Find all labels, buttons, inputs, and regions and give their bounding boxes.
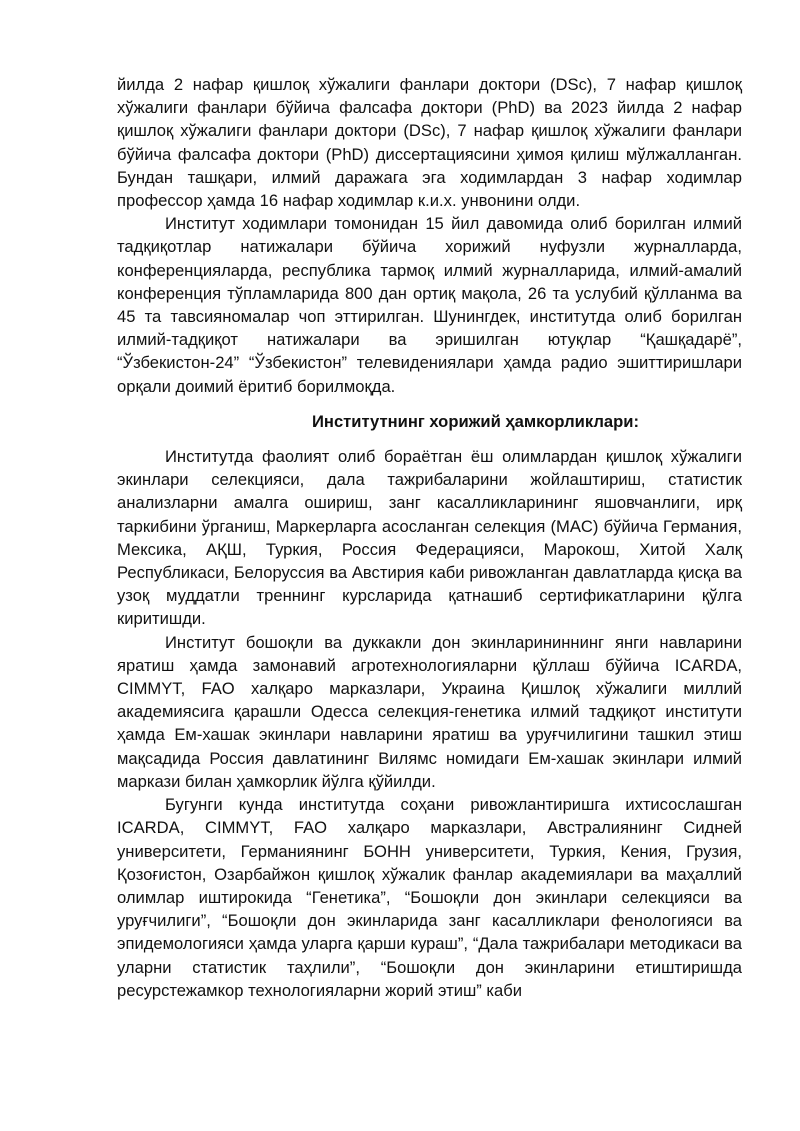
paragraph-cooperation: Институт бошоқли ва дуккакли дон экинларининнинг янги навларини яратиш ҳамда замонавий агротехнологияларни қўллаш бўйича ICARDA, CIMMYT, FAO халқаро марказлари, Украина Қишлоқ хўжалиги миллий академиясига қарашли Одесса селекция-генетика илмий тадқиқот институти ҳамда Ем-хашак экинлари навларини яратиш ва уруғчилигини ташкил этиш мақсадида Россия давлатининг Вилямс номидаги Ем-хашак экинлари илмий маркази билан ҳамкорлик йўлга қўйилди.: [117, 632, 742, 791]
paragraph-publications: Институт ходимлари томонидан 15 йил давомида олиб борилган илмий тадқиқотлар натижалари бўйича хорижий нуфузли журналларда, конференцияларда, республика тармоқ илмий журналларида, илмий-амалий конференция тўпламларида 800 дан ортиқ мақола, 26 та услубий қўлланма ва 45 та тавсияномалар чоп эттирилган. Шунингдек, институтда олиб борилган илмий-тадқиқот натижалари ва эришилган ютуқлар “Қашқадарё”, “Ўзбекистон-24” “Ўзбекистон” телевидениялари ҳамда радио эшиттиришлари орқали доимий ёритиб борилмоқда.: [117, 214, 742, 396]
document-body: [117, 73, 742, 1002]
paragraph-dissertations: йилда 2 нафар қишлоқ хўжалиги фанлари доктори (DSc), 7 нафар қишлоқ хўжалиги фанлари бўйича фалсафа доктори (PhD) ва 2023 йилда 2 нафар қишлоқ хўжалиги фанлари доктори (DSc), 7 нафар қишлоқ хўжалиги фанлари бўйича фалсафа доктори (PhD) диссертациясини ҳимоя қилиш мўлжалланган. Бундан ташқари, илмий даражага эга ходимлардан 3 нафар ходимлар профессор ҳамда 16 нафар ходимлар к.и.х. унвонини олди.: [117, 75, 742, 211]
paragraph-international-partners: Бугунги кунда институтда соҳани ривожлантиришга ихтисослашган ICARDA, CIMMYT, FAO халқаро марказлари, Австралиянинг Сидней университети, Германиянинг БОНН университети, Туркия, Кения, Грузия, Қозоғистон, Озарбайжон қишлоқ хўжалик фанлар академиялари ва маҳаллий олимлар иштирокида “Генетика”, “Бошоқли дон экинлари селекцияси ва уруғчилиги”, “Бошоқли дон экинларида занг касалликлари фенологияси ва эпидемологияси ҳамда уларга қарши кураш”, “Дала тажрибалари методикаси ва уларни статистик таҳлили”, “Бошоқли дон экинларини етиштиришда ресурстежамкор технологияларни жорий этиш” каби: [117, 795, 742, 1000]
section-heading: Институтнинг хорижий ҳамкорликлари:: [312, 411, 639, 431]
paragraph-young-scientists: Институтда фаолият олиб бораётган ёш олимлардан қишлоқ хўжалиги экинлари селекцияси, дала тажрибаларини жойлаштириш, статистик анализларни амалга ошириш, занг касалликларининг яшовчанлиги, ирқ таркибини ўрганиш, Маркерларга асосланган селекция (MAC) бўйича Германия, Мексика, АҚШ, Туркия, Россия Федерацияси, Марокош, Хитой Халқ Республикаси, Белоруссия ва Австирия каби ривожланган давлатларда қисқа ва узоқ муддатли треннинг курсларида қатнашиб сертификатларини қўлга киритишди.: [117, 447, 742, 629]
